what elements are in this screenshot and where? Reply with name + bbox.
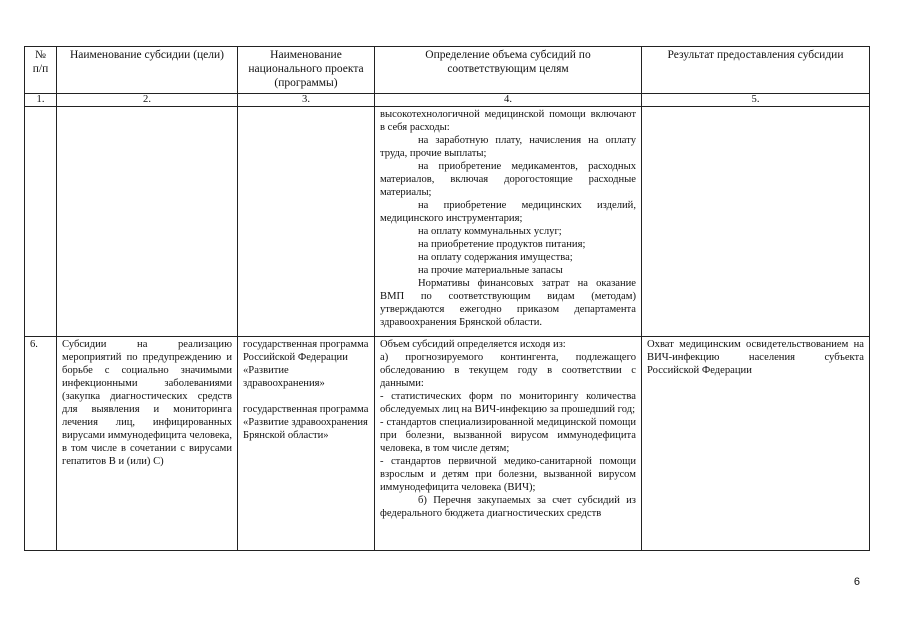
subsidy-name-cell: Субсидии на реализацию мероприятий по предупреждению и борьбе с социально значимыми инфекционными заболеваниями (закупка диагностических средств для выявления и мониторинга лечения лиц, инфицированных вирусами иммунодефицита человека, в том числе в сочетании с вирусами гепатитов В и (или) С) [57, 337, 238, 551]
column-number: 3. [238, 94, 375, 107]
column-number: 5. [642, 94, 870, 107]
continuation-row [25, 107, 870, 337]
column-number: 4. [375, 94, 642, 107]
row-number: 6. [25, 337, 57, 551]
header-row [25, 47, 870, 94]
text-line: - статистических форм по мониторингу количества обследуемых лиц на ВИЧ-инфекцию за прошедший год; [380, 391, 636, 415]
text-line: на оплату содержания имущества; [418, 252, 573, 263]
text-line: на приобретение медицинских изделий, медицинского инструментария; [380, 200, 636, 224]
empty-cell [25, 107, 57, 337]
table-row-6 [25, 337, 870, 551]
volume-definition-cell [375, 337, 642, 551]
text-line: на оплату коммунальных услуг; [418, 226, 562, 237]
text-line: на прочие материальные запасы [418, 265, 563, 276]
text-line: на приобретение продуктов питания; [418, 239, 586, 250]
empty-cell [642, 107, 870, 337]
text-line: - стандартов первичной медико-санитарной помощи взрослым и детям при болезни, вызванной вирусом иммунодефицита человека (ВИЧ); [380, 456, 636, 493]
text-line: на приобретение медикаментов, расходных материалов, включая дорогостоящие расходные материалы; [380, 161, 636, 198]
column-number: 1. [25, 94, 57, 107]
text-line: б) Перечня закупаемых за счет субсидий из федерального бюджета диагностических средств [380, 495, 636, 519]
program-1: государственная программа Российской Федерации «Развитие здравоохранения» [243, 339, 369, 389]
text-line: высокотехнологичной медицинской помощи включают в себя расходы: [380, 109, 636, 133]
header-national-project: Наименование национального проекта (программы) [238, 47, 375, 94]
text-line: - стандартов специализированной медицинской помощи при болезни, вызванной вирусом иммунодефицита человека, в том числе детям; [380, 417, 636, 454]
empty-cell [238, 107, 375, 337]
text-line: а) прогнозируемого контингента, подлежащего обследованию в текущем году в соответствии с данными: [380, 352, 636, 389]
text-line: на заработную плату, начисления на оплату труда, прочие выплаты; [380, 135, 636, 159]
text-line: Нормативы финансовых затрат на оказание ВМП по соответствующим видам (методам) утверждаются ежегодно приказом департамента здравоохранения Брянской области. [380, 278, 636, 328]
header-volume-definition: Определение объема субсидий по соответствующим целям [375, 47, 642, 94]
header-result: Результат предоставления субсидии [642, 47, 870, 94]
continuation-volume-cell [375, 107, 642, 337]
result-cell: Охват медицинским освидетельствованием на ВИЧ-инфекцию населения субъекта Российской Федерации [642, 337, 870, 551]
column-number: 2. [57, 94, 238, 107]
program-2: государственная программа «Развитие здравоохранения Брянской области» [243, 404, 369, 441]
spacer [243, 390, 369, 403]
program-cell [238, 337, 375, 551]
empty-cell [57, 107, 238, 337]
text-line: Объем субсидий определяется исходя из: [380, 339, 566, 350]
header-number: № п/п [25, 47, 57, 94]
column-numbers-row [25, 94, 870, 107]
page-number: 6 [853, 576, 860, 588]
subsidy-table [24, 46, 870, 551]
header-subsidy-name: Наименование субсидии (цели) [57, 47, 238, 94]
